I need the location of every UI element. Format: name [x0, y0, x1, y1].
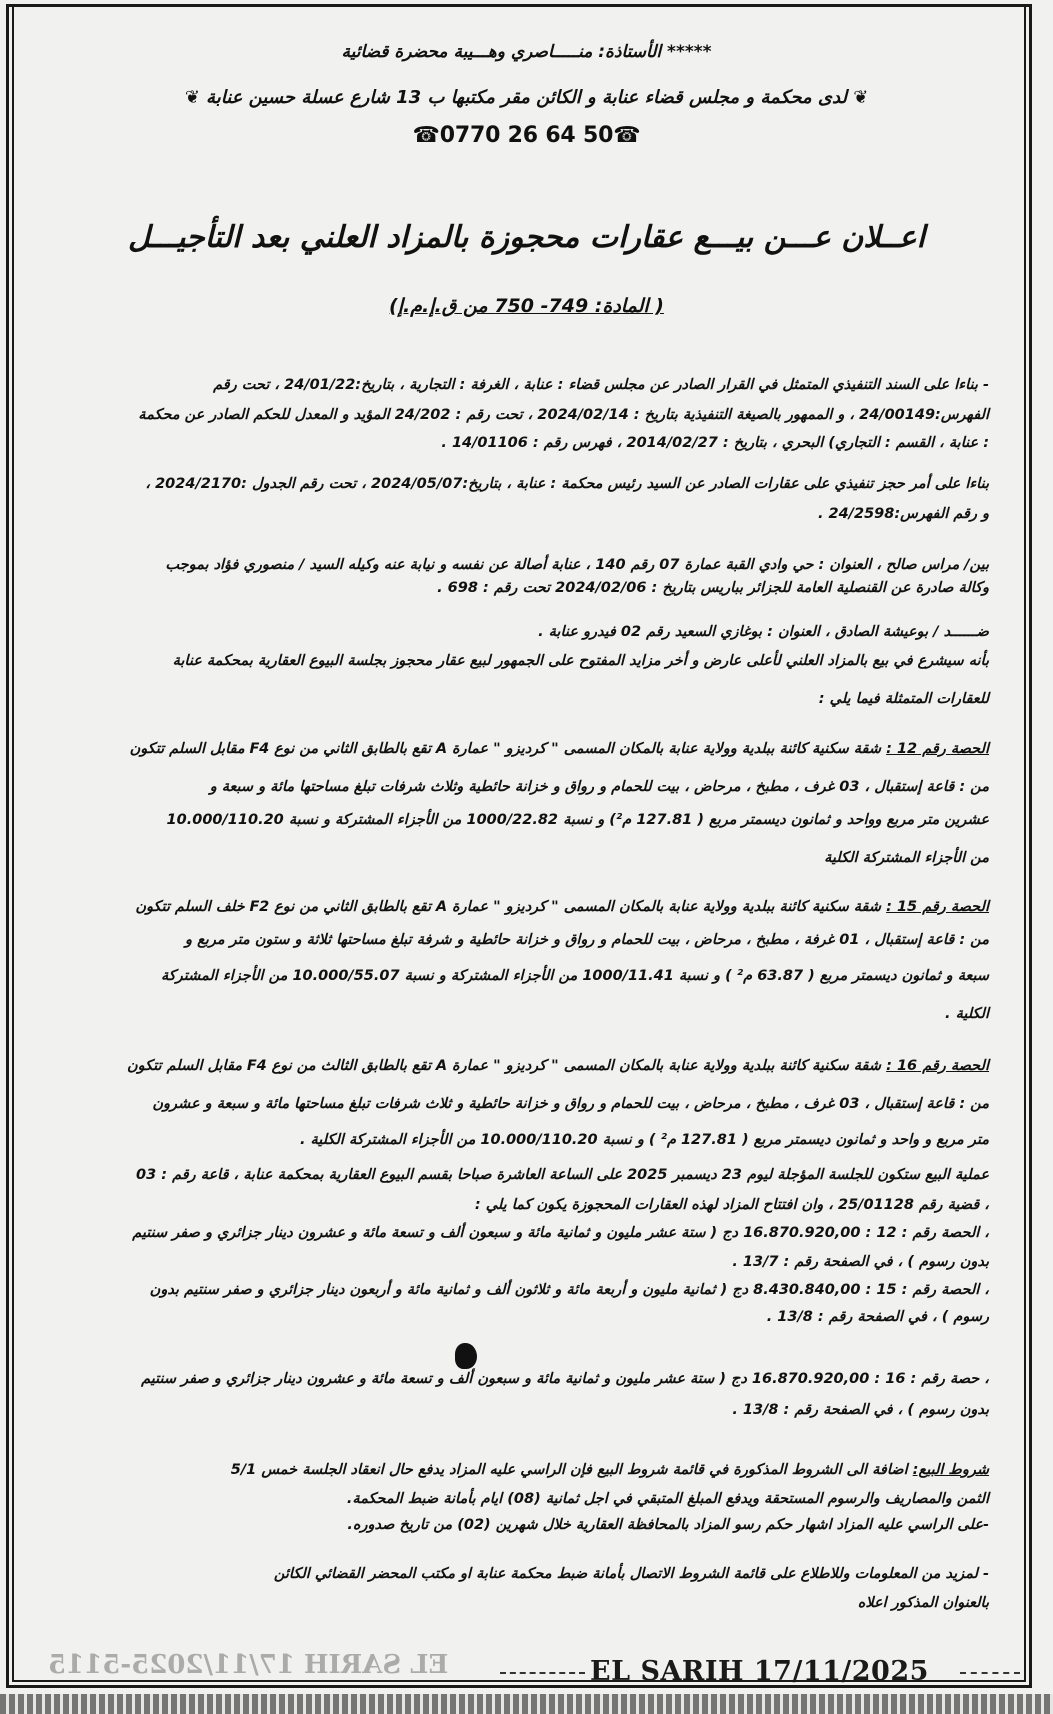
more-info-line: - لمزيد من المعلومات وللاطلاع على قائمة الشروط الاتصال بأمانة ضبط محكمة عنابة او مكتب المحضر القضائي الكائن — [273, 1566, 989, 1582]
footer-divider — [960, 1672, 1020, 1674]
conditions-label: شروط البيع: — [912, 1462, 989, 1478]
fleuron-icon: ❦ — [184, 87, 200, 108]
lot-16-line: من : قاعة إستقبال ، 03 غرف ، مطبخ ، مرحاض ، بيت للحمام و رواق و خزانة حائطية و ثلاث شرفات تبلغ مساحتها مائة و سبعة و عشرون — [152, 1096, 989, 1112]
lot-text: شقة سكنية كائنة ببلدية وولاية عنابة بالمكان المسمى " كرديزو " عمارة A تقع بالطابق الثالث من نوع F4 مقابل السلم تتكون — [127, 1058, 882, 1074]
paragraph-line: وكالة صادرة عن القنصلية العامة للجزائر بباريس بتاريخ : 2024/02/06 تحت رقم : 698 . — [437, 580, 989, 596]
more-info-line: بالعنوان المذكور اعلاه — [857, 1595, 989, 1611]
price-line: ، الحصة رقم : 15 : 8.430.840,00 دج ( ثمانية مليون و أربعة مائة و ثلاثون ألف و ثمانية مائة و أربعون دينار جزائري و صفر سنتيم بدون — [149, 1282, 989, 1298]
ink-smudge — [455, 1343, 477, 1369]
conditions-text: اضافة الى الشروط المذكورة في قائمة شروط البيع فإن الراسي عليه المزاد يدفع حال انعقاد الجلسة خمس 5/1 — [230, 1462, 908, 1478]
lot-15-line: من : قاعة إستقبال ، 01 غرفة ، مطبخ ، مرحاض ، بيت للحمام و رواق و خزانة حائطية و شرفة تبلغ مساحتها ثلاثة و ستون متر مربع و — [185, 932, 989, 948]
phone-text: 0770 26 64 50 — [439, 123, 614, 148]
phone-number — [46, 123, 1007, 148]
paragraph-line: بين/ مراس صالح ، العنوان : حي وادي القبة عمارة 07 رقم 140 ، عنابة أصالة عن نفسه و نيابة عنه وكيله السيد / منصوري فؤاد بموجب — [165, 557, 989, 573]
sale-line: ، قضية رقم 25/01128 ، وان افتتاح المزاد لهذه العقارات المحجوزة يكون كما يلي : — [474, 1197, 989, 1213]
lot-label: الحصة رقم 16 : — [886, 1058, 989, 1074]
lot-12-line: من : قاعة إستقبال ، 03 غرف ، مطبخ ، مرحاض ، بيت للحمام و رواق و خزانة حائطية وثلاث شرفات تبلغ مساحتها مائة و سبعة و — [209, 779, 989, 795]
lot-15-line: الكلية . — [945, 1006, 989, 1022]
paragraph-line: و رقم الفهرس:24/2598 . — [817, 506, 989, 522]
paragraph-line: للعقارات المتمثلة فيما يلي : — [818, 691, 989, 707]
lot-label: الحصة رقم 15 : — [886, 899, 989, 915]
phone-icon: ☎ — [613, 123, 641, 148]
bailiff-name: ***** الأستاذة: منـــــاصري وهـــيبة محضرة قضائية — [341, 42, 712, 62]
lot-text: شقة سكنية كائنة ببلدية وولاية عنابة بالمكان المسمى " كرديزو " عمارة A تقع بالطابق الثاني من نوع F4 مقابل السلم تتكون — [129, 741, 882, 757]
lot-12-line — [46, 739, 989, 759]
paragraph-line: ضــــــد / بوعيشة الصادق ، العنوان : بوغازي السعيد رقم 02 فيدرو عنابة . — [538, 624, 989, 640]
paragraph-line: بأنه سيشرع في بيع بالمزاد العلني لأعلى عارض و أخر مزايد المفتوح على الجمهور لبيع عقار محجوز بجلسة البيوع العقارية بمحكمة عنابة — [172, 653, 989, 669]
bleed-through-text: EL SARIH 17/11/2025-5115 — [48, 1650, 449, 1680]
paragraph-line: - بناءا على السند التنفيذي المتمثل في القرار الصادر عن مجلس قضاء : عنابة ، الغرفة : التجارية ، بتاريخ:24/01/22 ، تحت رقم — [213, 377, 989, 393]
footer-divider — [500, 1672, 585, 1674]
lot-15-line — [46, 897, 989, 917]
lot-12-line: من الأجزاء المشتركة الكلية — [824, 850, 989, 866]
conditions-line: -على الراسي عليه المزاد اشهار حكم رسو المزاد بالمحافظة العقارية خلال شهرين (02) من تاريخ صدوره. — [347, 1517, 989, 1533]
publication-stamp: EL SARIH 17/11/2025 — [590, 1656, 929, 1687]
price-line: بدون رسوم ) ، في الصفحة رقم : 13/8 . — [732, 1402, 989, 1418]
lot-16-line — [46, 1056, 989, 1076]
notice-title: اعــلان عـــن بيـــع عقارات محجوزة بالمزاد العلني بعد التأجيـــل — [127, 220, 925, 255]
lot-15-line: سبعة و ثمانون ديسمتر مربع ( 63.87 م² ) و نسبة 1000/11.41 من الأجزاء المشتركة و نسبة 10.000/55.07 من الأجزاء المشتركة — [161, 968, 989, 984]
paragraph-line: الفهرس:24/00149 ، و الممهور بالصيغة التنفيذية بتاريخ : 2024/02/14 ، تحت رقم : 24/202 المؤيد و المعدل للحكم الصادر عن محكمة — [138, 407, 989, 423]
lot-label: الحصة رقم 12 : — [886, 741, 989, 757]
office-address — [46, 88, 1007, 108]
notice-subtitle: ( المادة: 749- 750 من ق.إ.م.إ) — [389, 295, 664, 317]
conditions-line — [46, 1460, 989, 1480]
lot-12-line: عشرين متر مربع وواحد و ثمانون ديسمتر مربع ( 127.81 م²) و نسبة 1000/22.82 من الأجزاء المشتركة و نسبة 10.000/110.20 — [166, 812, 989, 828]
lot-16-line: متر مربع و واحد و ثمانون ديسمتر مربع ( 127.81 م² ) و نسبة 10.000/110.20 من الأجزاء المشتركة الكلية . — [299, 1132, 989, 1148]
conditions-line: الثمن والمصاريف والرسوم المستحقة ويدفع المبلغ المتبقي في اجل ثمانية (08) ايام بأمانة ضبط المحكمة. — [346, 1491, 989, 1507]
lot-text: شقة سكنية كائنة ببلدية وولاية عنابة بالمكان المسمى " كرديزو " عمارة A تقع بالطابق الثاني من نوع F2 خلف السلم تتكون — [135, 899, 882, 915]
office-address-text: لدى محكمة و مجلس قضاء عنابة و الكائن مقر مكتبها ب 13 شارع عسلة حسين عنابة — [206, 87, 847, 108]
price-line: ، الحصة رقم : 12 : 16.870.920,00 دج ( ستة عشر مليون و ثمانية مائة و سبعون ألف و تسعة مائة و عشرون دينار جزائري و صفر سنتيم — [132, 1225, 989, 1241]
fleuron-icon: ❦ — [853, 87, 869, 108]
price-line: بدون رسوم ) ، في الصفحة رقم : 13/7 . — [732, 1254, 989, 1270]
page-edge — [0, 1694, 1053, 1714]
price-line: رسوم ) ، في الصفحة رقم : 13/8 . — [766, 1309, 989, 1325]
paragraph-line: : عنابة ، القسم : التجاري) البحري ، بتاريخ : 2014/02/27 ، فهرس رقم : 14/01106 . — [441, 435, 989, 451]
phone-icon: ☎ — [412, 123, 440, 148]
sale-line: عملية البيع ستكون للجلسة المؤجلة ليوم 23 ديسمبر 2025 على الساعة العاشرة صباحا بقسم البيوع العقارية بمحكمة عنابة ، قاعة رقم : 03 — [136, 1167, 989, 1183]
price-line: ، حصة رقم : 16 : 16.870.920,00 دج ( ستة عشر مليون و ثمانية مائة و سبعون ألف و تسعة مائة و عشرون دينار جزائري و صفر سنتيم — [141, 1371, 989, 1387]
paragraph-line: بناءا على أمر حجز تنفيذي على عقارات الصادر عن السيد رئيس محكمة : عنابة ، بتاريخ:2024/05/07 ، تحت رقم الجدول :2024/2170 ، — [145, 476, 989, 492]
